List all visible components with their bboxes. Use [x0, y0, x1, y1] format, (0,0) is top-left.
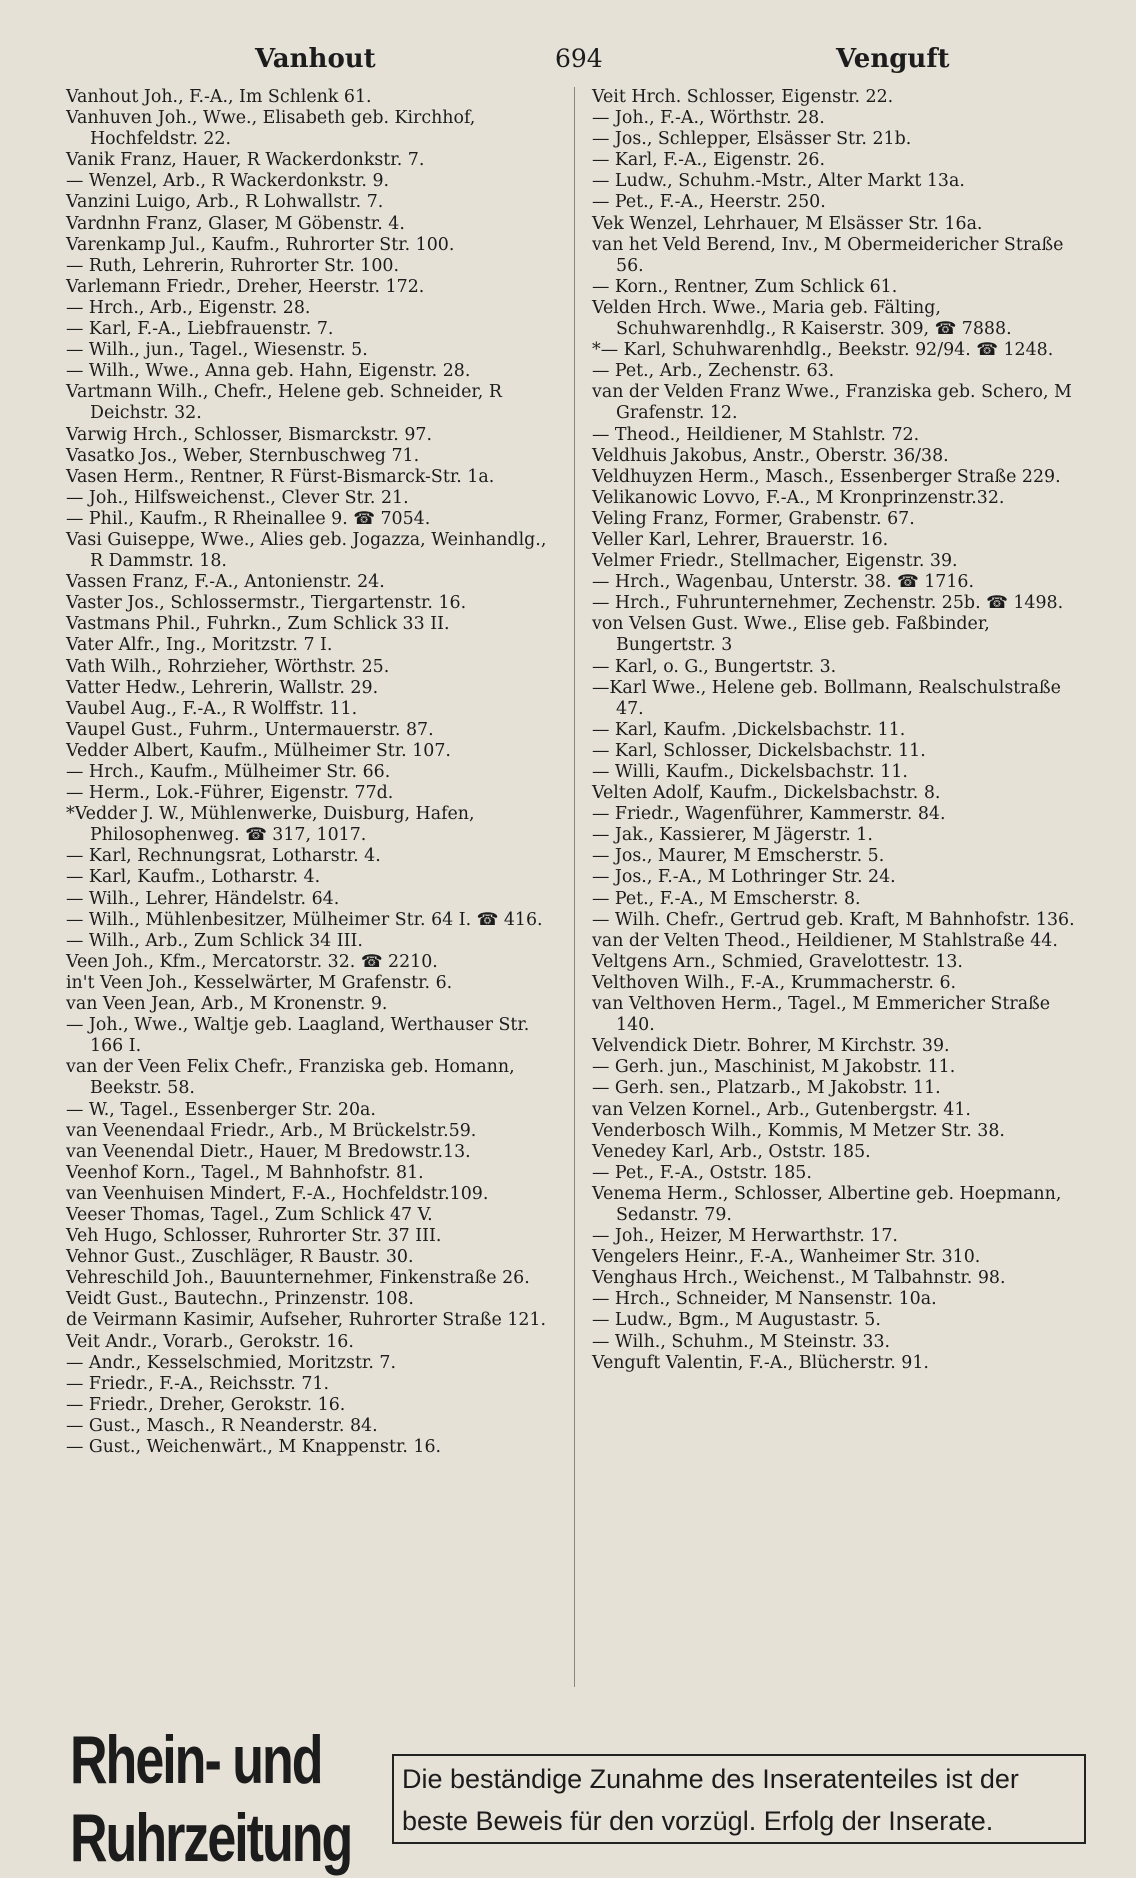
directory-entry: — Joh., Wwe., Waltje geb. Laagland, Werthauser Str. 166 I.: [66, 1015, 530, 1057]
right-column: [592, 87, 1088, 1374]
directory-entry: — Gust., Weichenwärt., M Knappenstr. 16.: [66, 1437, 442, 1457]
directory-entry: — Ludw., Bgm., M Augustastr. 5.: [592, 1310, 881, 1331]
directory-entry: Varlemann Friedr., Dreher, Heerstr. 172.: [66, 276, 425, 297]
directory-entry: Velthoven Wilh., F.-A., Krummacherstr. 6.: [592, 972, 957, 993]
directory-entry: — Karl, Kaufm., Lotharstr. 4.: [66, 867, 321, 888]
directory-entry: — Pet., F.-A., Oststr. 185.: [592, 1162, 812, 1183]
directory-entry: Veling Franz, Former, Grabenstr. 67.: [592, 508, 915, 529]
directory-entry: — Karl, F.-A., Eigenstr. 26.: [592, 150, 826, 171]
column-divider: [574, 87, 575, 1687]
directory-entry: — Jos., Schlepper, Elsässer Str. 21b.: [592, 129, 912, 150]
directory-entry: — Ludw., Schuhm.-Mstr., Alter Markt 13a.: [592, 171, 965, 192]
directory-entry: — Friedr., F.-A., Reichsstr. 71.: [66, 1373, 330, 1394]
directory-entry: Vasen Herm., Rentner, R Fürst-Bismarck-Str. 1a.: [66, 466, 495, 487]
directory-entry: van der Veen Felix Chefr., Franziska geb. Homann, Beekstr. 58.: [66, 1057, 515, 1099]
directory-entry: — Friedr., Dreher, Gerokstr. 16.: [66, 1394, 346, 1415]
directory-entry: — Wilh., Lehrer, Händelstr. 64.: [66, 888, 340, 909]
directory-entry: Veeser Thomas, Tagel., Zum Schlick 47 V.: [66, 1204, 433, 1225]
directory-entry: Vardnhn Franz, Glaser, M Göbenstr. 4.: [66, 213, 405, 234]
directory-entry: van Veenendaal Friedr., Arb., M Brückelstr.59.: [66, 1120, 477, 1141]
directory-entry: — Joh., F.-A., Wörthstr. 28.: [592, 108, 825, 129]
footer-advertisement: [70, 1723, 1088, 1877]
directory-entry: *Vedder J. W., Mühlenwerke, Duisburg, Hafen, Philosophenweg. ☎ 317, 1017.: [66, 804, 475, 846]
directory-entry: — Ruth, Lehrerin, Ruhrorter Str. 100.: [66, 255, 400, 276]
directory-entry: — Jos., F.-A., M Lothringer Str. 24.: [592, 867, 896, 888]
directory-entry: Veenhof Korn., Tagel., M Bahnhofstr. 81.: [66, 1162, 424, 1183]
directory-entry: — Hrch., Wagenbau, Unterstr. 38. ☎ 1716.: [592, 572, 975, 593]
directory-entry: Velten Adolf, Kaufm., Dickelsbachstr. 8.: [592, 783, 941, 804]
directory-entry: Vater Alfr., Ing., Moritzstr. 7 I.: [66, 635, 333, 656]
directory-entry: — Friedr., Wagenführer, Kammerstr. 84.: [592, 804, 946, 825]
directory-entry: Velikanowic Lovvo, F.-A., M Kronprinzenstr.32.: [592, 487, 1005, 508]
directory-entry: Vek Wenzel, Lehrhauer, M Elsässer Str. 16a.: [592, 213, 983, 234]
directory-entry: — Wenzel, Arb., R Wackerdonkstr. 9.: [66, 171, 390, 192]
directory-entry: Varenkamp Jul., Kaufm., Ruhrorter Str. 100.: [66, 234, 455, 255]
directory-entry: — Willi, Kaufm., Dickelsbachstr. 11.: [592, 762, 908, 782]
directory-entry: Vaupel Gust., Fuhrm., Untermauerstr. 87.: [66, 719, 434, 740]
directory-entry: Velmer Friedr., Stellmacher, Eigenstr. 39.: [592, 551, 958, 572]
directory-entry: — Pet., Arb., Zechenstr. 63.: [592, 361, 835, 382]
directory-entry: Vartmann Wilh., Chefr., Helene geb. Schneider, R Deichstr. 32.: [66, 382, 502, 424]
directory-entry: van Veenendal Dietr., Hauer, M Bredowstr.13.: [66, 1141, 471, 1162]
directory-entry: — Andr., Kesselschmied, Moritzstr. 7.: [66, 1352, 396, 1373]
directory-entry: von Velsen Gust. Wwe., Elise geb. Faßbinder, Bungertstr. 3: [592, 614, 990, 656]
directory-entry: — Hrch., Schneider, M Nansenstr. 10a.: [592, 1289, 937, 1310]
directory-entry: — Karl, o. G., Bungertstr. 3.: [592, 656, 837, 677]
directory-entry: — Joh., Hilfsweichenst., Clever Str. 21.: [66, 487, 409, 508]
directory-entry: de Veirmann Kasimir, Aufseher, Ruhrorter Straße 121.: [66, 1310, 547, 1331]
directory-entry: Veltgens Arn., Schmied, Gravelottestr. 13.: [592, 951, 963, 972]
ad-box: [392, 1754, 1086, 1844]
directory-entry: Velvendick Dietr. Bohrer, M Kirchstr. 39.: [592, 1036, 950, 1057]
directory-entry: Venedey Karl, Arb., Oststr. 185.: [592, 1141, 871, 1162]
directory-entry: — Joh., Heizer, M Herwarthstr. 17.: [592, 1226, 898, 1247]
directory-entry: — Hrch., Kaufm., Mülheimer Str. 66.: [66, 762, 391, 782]
directory-entry: Vanik Franz, Hauer, R Wackerdonkstr. 7.: [66, 150, 425, 171]
directory-entry: van Velzen Kornel., Arb., Gutenbergstr. 41.: [592, 1099, 971, 1120]
directory-entry: *— Karl, Schuhwarenhdlg., Beekstr. 92/94. ☎ 1248.: [592, 340, 1054, 361]
directory-entry: — Wilh., Arb., Zum Schlick 34 III.: [66, 930, 363, 951]
directory-entry: Vengelers Heinr., F.-A., Wanheimer Str. 310.: [592, 1247, 981, 1268]
directory-entry: — Phil., Kaufm., R Rheinallee 9. ☎ 7054.: [66, 508, 431, 529]
directory-entry: Vassen Franz, F.-A., Antonienstr. 24.: [66, 572, 385, 593]
directory-entry: — Jos., Maurer, M Emscherstr. 5.: [592, 846, 885, 867]
directory-entry: — Wilh., Wwe., Anna geb. Hahn, Eigenstr. 28.: [66, 361, 471, 382]
directory-entry: — Korn., Rentner, Zum Schlick 61.: [592, 276, 898, 297]
directory-entry: — Wilh., Schuhm., M Steinstr. 33.: [592, 1331, 891, 1352]
directory-entry: Vasatko Jos., Weber, Sternbuschweg 71.: [66, 445, 420, 466]
directory-entry: — Gerh. jun., Maschinist, M Jakobstr. 11.: [592, 1057, 956, 1078]
directory-entry: Veit Andr., Vorarb., Gerokstr. 16.: [66, 1331, 354, 1352]
directory-entry: Veldhuis Jakobus, Anstr., Oberstr. 36/38.: [592, 445, 949, 466]
directory-entry: Venderbosch Wilh., Kommis, M Metzer Str. 38.: [592, 1120, 1005, 1141]
directory-entry: Vehnor Gust., Zuschläger, R Baustr. 30.: [66, 1247, 414, 1268]
directory-entry: Vanhuven Joh., Wwe., Elisabeth geb. Kirchhof, Hochfeldstr. 22.: [66, 108, 476, 150]
directory-entry: — Wilh., Mühlenbesitzer, Mülheimer Str. 64 I. ☎ 416.: [66, 909, 543, 930]
directory-entry: — Karl, Kaufm. ,Dickelsbachstr. 11.: [592, 719, 906, 740]
directory-entry: Vaster Jos., Schlossermstr., Tiergartenstr. 16.: [66, 593, 467, 614]
directory-entry: — Gust., Masch., R Neanderstr. 84.: [66, 1415, 378, 1436]
page-number: 694: [555, 44, 603, 73]
directory-entry: — Pet., F.-A., Heerstr. 250.: [592, 192, 826, 213]
directory-entry: van het Veld Berend, Inv., M Obermeidericher Straße 56.: [592, 234, 1064, 276]
directory-entry: — Jak., Kassierer, M Jägerstr. 1.: [592, 825, 873, 846]
header-left-keyword: Vanhout: [255, 44, 376, 74]
directory-entry: Vanhout Joh., F.-A., Im Schlenk 61.: [66, 87, 372, 107]
directory-entry: Veller Karl, Lehrer, Brauerstr. 16.: [592, 529, 889, 550]
directory-entry: Vastmans Phil., Fuhrkn., Zum Schlick 33 II.: [66, 614, 450, 635]
directory-entry: — Theod., Heildiener, M Stahlstr. 72.: [592, 424, 920, 445]
directory-entry: — Gerh. sen., Platzarb., M Jakobstr. 11.: [592, 1078, 941, 1099]
directory-entry: Vath Wilh., Rohrzieher, Wörthstr. 25.: [66, 656, 390, 677]
directory-entry: Vatter Hedw., Lehrerin, Wallstr. 29.: [66, 677, 379, 698]
directory-entry: Vaubel Aug., F.-A., R Wolffstr. 11.: [66, 698, 358, 719]
directory-entry: — Pet., F.-A., M Emscherstr. 8.: [592, 888, 861, 909]
directory-entry: — Karl, F.-A., Liebfrauenstr. 7.: [66, 319, 334, 340]
directory-entry: — Hrch., Fuhrunternehmer, Zechenstr. 25b. ☎ 1498.: [592, 593, 1064, 614]
directory-entry: Vedder Albert, Kaufm., Mülheimer Str. 107.: [66, 740, 451, 761]
directory-entry: van der Velden Franz Wwe., Franziska geb. Schero, M Grafenstr. 12.: [592, 382, 1072, 424]
directory-entry: van Veenhuisen Mindert, F.-A., Hochfeldstr.109.: [66, 1183, 489, 1204]
ad-line-2: beste Beweis für den vorzügl. Erfolg der Inserate.: [402, 1806, 994, 1836]
directory-entry: Venguft Valentin, F.-A., Blücherstr. 91.: [592, 1352, 929, 1373]
newspaper-masthead: Rhein- und Ruhrzeitung: [70, 1723, 352, 1877]
directory-entry: Velden Hrch. Wwe., Maria geb. Fälting, Schuhwarenhdlg., R Kaiserstr. 309, ☎ 7888.: [592, 297, 1012, 340]
directory-entry: Veidt Gust., Bautechn., Prinzenstr. 108.: [66, 1289, 414, 1310]
directory-entry: — Wilh. Chefr., Gertrud geb. Kraft, M Bahnhofstr. 136.: [592, 909, 1075, 930]
directory-entry: Vehreschild Joh., Bauunternehmer, Finkenstraße 26.: [66, 1268, 530, 1289]
directory-entry: Veldhuyzen Herm., Masch., Essenberger Straße 229.: [592, 466, 1061, 487]
directory-entry: van Velthoven Herm., Tagel., M Emmericher Straße 140.: [592, 994, 1051, 1036]
directory-entry: — Hrch., Arb., Eigenstr. 28.: [66, 297, 311, 318]
left-column: [66, 87, 562, 1458]
directory-entry: — Karl, Rechnungsrat, Lotharstr. 4.: [66, 846, 381, 867]
directory-entry: Veh Hugo, Schlosser, Ruhrorter Str. 37 III.: [66, 1226, 442, 1247]
directory-entry: van der Velten Theod., Heildiener, M Stahlstraße 44.: [592, 930, 1058, 951]
directory-entry: Venema Herm., Schlosser, Albertine geb. Hoepmann, Sedanstr. 79.: [592, 1183, 1062, 1225]
directory-entry: Veen Joh., Kfm., Mercatorstr. 32. ☎ 2210.: [66, 951, 438, 972]
directory-entry: — W., Tagel., Essenberger Str. 20a.: [66, 1099, 376, 1120]
directory-entry: — Wilh., jun., Tagel., Wiesenstr. 5.: [66, 340, 368, 361]
directory-entry: Vasi Guiseppe, Wwe., Alies geb. Jogazza, Weinhandlg., R Dammstr. 18.: [66, 529, 547, 572]
directory-entry: — Herm., Lok.-Führer, Eigenstr. 77d.: [66, 783, 394, 804]
ad-line-1: Die beständige Zunahme des Inseratenteiles ist der: [402, 1764, 1019, 1794]
directory-entry: Venghaus Hrch., Weichenst., M Talbahnstr. 98.: [592, 1268, 1006, 1289]
header-right-keyword: Venguft: [836, 44, 950, 74]
directory-entry: Varwig Hrch., Schlosser, Bismarckstr. 97.: [66, 424, 432, 445]
directory-entry: van Veen Jean, Arb., M Kronenstr. 9.: [66, 994, 388, 1015]
directory-entry: Vanzini Luigo, Arb., R Lohwallstr. 7.: [66, 192, 384, 213]
directory-entry: — Karl, Schlosser, Dickelsbachstr. 11.: [592, 740, 926, 761]
directory-entry: in't Veen Joh., Kesselwärter, M Grafenstr. 6.: [66, 972, 453, 993]
directory-entry: Veit Hrch. Schlosser, Eigenstr. 22.: [592, 87, 894, 107]
directory-entry: —Karl Wwe., Helene geb. Bollmann, Realschulstraße 47.: [592, 677, 1061, 719]
